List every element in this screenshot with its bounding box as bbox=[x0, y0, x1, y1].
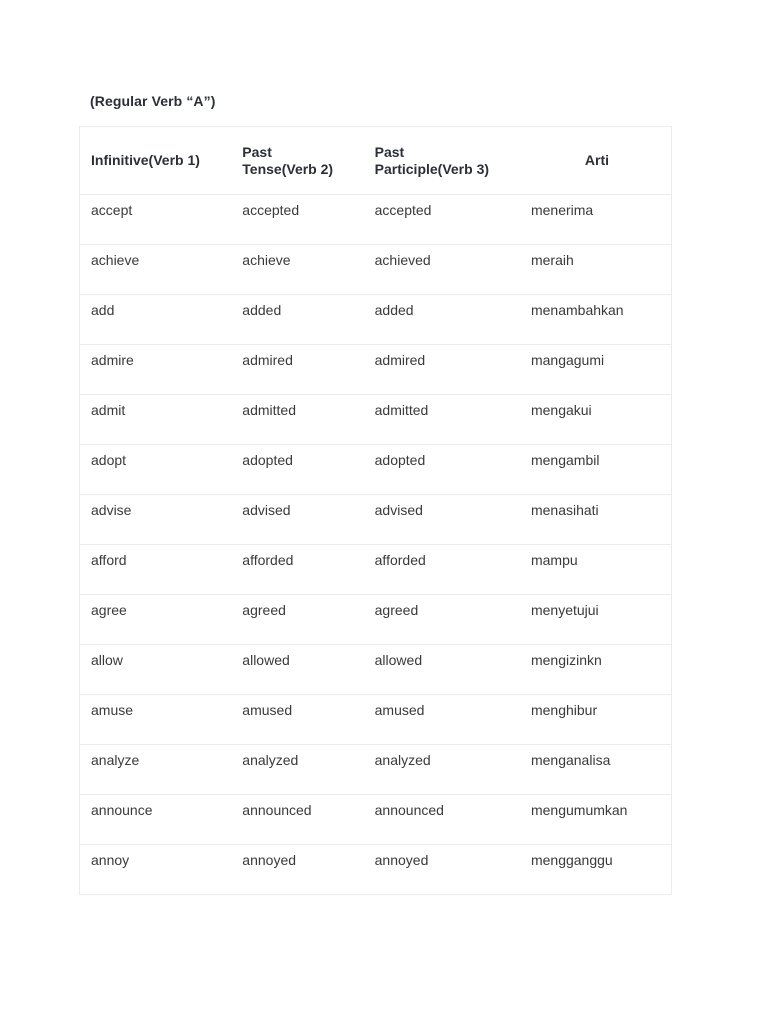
cell-past-tense: allowed bbox=[242, 652, 290, 668]
cell-past-tense: achieve bbox=[242, 252, 291, 268]
cell-past-participle: accepted bbox=[374, 202, 432, 218]
header-arti bbox=[531, 127, 672, 195]
cell-infinitive: agree bbox=[91, 602, 127, 618]
cell-past-participle: advised bbox=[374, 502, 423, 518]
cell-arti: mengganggu bbox=[530, 852, 613, 868]
cell-past-tense: advised bbox=[242, 502, 291, 518]
cell-arti: menerima bbox=[530, 202, 594, 218]
header-arti-line1: Arti bbox=[584, 152, 610, 168]
table-row bbox=[80, 545, 672, 595]
table-row bbox=[80, 595, 672, 645]
cell-infinitive: achieve bbox=[91, 252, 140, 268]
cell-arti: mengumumkan bbox=[530, 802, 628, 818]
page-title: (Regular Verb “A”) bbox=[90, 93, 216, 109]
cell-infinitive: advise bbox=[91, 502, 132, 518]
cell-arti: meraih bbox=[530, 252, 574, 268]
table-row bbox=[80, 845, 672, 895]
cell-past-tense: agreed bbox=[242, 602, 286, 618]
header-row bbox=[80, 127, 672, 195]
cell-past-tense: accepted bbox=[242, 202, 300, 218]
header-past-tense-line2: Tense(Verb 2) bbox=[242, 160, 334, 177]
regular-verb-table bbox=[79, 126, 672, 895]
cell-past-participle: added bbox=[374, 302, 414, 318]
header-past-participle-line1: Past bbox=[374, 143, 405, 160]
cell-arti: menganalisa bbox=[530, 752, 611, 768]
cell-arti: menghibur bbox=[530, 702, 598, 718]
cell-arti: mengakui bbox=[530, 402, 592, 418]
table-row bbox=[80, 495, 672, 545]
header-infinitive-line1: Infinitive(Verb 1) bbox=[91, 152, 200, 168]
table-row bbox=[80, 695, 672, 745]
cell-past-tense: amused bbox=[242, 702, 293, 718]
cell-arti: menambahkan bbox=[530, 302, 624, 318]
cell-past-tense: analyzed bbox=[242, 752, 299, 768]
cell-past-participle: amused bbox=[374, 702, 425, 718]
cell-past-participle: allowed bbox=[374, 652, 423, 668]
cell-infinitive: amuse bbox=[91, 702, 134, 718]
cell-past-participle: achieved bbox=[374, 252, 431, 268]
cell-infinitive: analyze bbox=[91, 752, 140, 768]
cell-infinitive: admire bbox=[91, 352, 134, 368]
table-row bbox=[80, 395, 672, 445]
cell-arti: menasihati bbox=[530, 502, 599, 518]
cell-past-tense: afforded bbox=[242, 552, 294, 568]
cell-arti: menyetujui bbox=[530, 602, 599, 618]
cell-arti: mengizinkn bbox=[530, 652, 602, 668]
table-row bbox=[80, 795, 672, 845]
cell-infinitive: accept bbox=[91, 202, 133, 218]
table-row bbox=[80, 195, 672, 245]
cell-infinitive: afford bbox=[91, 552, 127, 568]
cell-past-tense: annoyed bbox=[242, 852, 297, 868]
cell-past-participle: announced bbox=[374, 802, 444, 818]
cell-arti: mampu bbox=[530, 552, 578, 568]
cell-past-participle: admired bbox=[374, 352, 426, 368]
header-past-participle-line2: Participle(Verb 3) bbox=[374, 160, 490, 177]
cell-past-participle: agreed bbox=[374, 602, 419, 618]
cell-past-tense: adopted bbox=[242, 452, 293, 468]
table-header bbox=[80, 127, 672, 195]
cell-infinitive: admit bbox=[91, 402, 126, 418]
header-past-tense bbox=[242, 127, 374, 195]
cell-past-tense: added bbox=[242, 302, 282, 318]
cell-infinitive: announce bbox=[91, 802, 153, 818]
cell-infinitive: allow bbox=[91, 652, 123, 668]
header-past-participle bbox=[375, 127, 531, 195]
cell-past-participle: annoyed bbox=[374, 852, 429, 868]
table-row bbox=[80, 295, 672, 345]
header-past-tense-line1: Past bbox=[242, 143, 272, 160]
cell-past-participle: adopted bbox=[374, 452, 426, 468]
cell-arti: mangagumi bbox=[530, 352, 605, 368]
cell-past-participle: admitted bbox=[374, 402, 429, 418]
cell-past-participle: afforded bbox=[374, 552, 426, 568]
table-row bbox=[80, 645, 672, 695]
table-body bbox=[80, 195, 672, 895]
table-row bbox=[80, 345, 672, 395]
cell-past-tense: admired bbox=[242, 352, 293, 368]
table-row bbox=[80, 445, 672, 495]
header-infinitive bbox=[80, 127, 243, 195]
cell-infinitive: adopt bbox=[91, 452, 127, 468]
cell-infinitive: annoy bbox=[91, 852, 130, 868]
cell-infinitive: add bbox=[91, 302, 115, 318]
cell-past-tense: admitted bbox=[242, 402, 296, 418]
cell-past-tense: announced bbox=[242, 802, 312, 818]
table-row bbox=[80, 245, 672, 295]
cell-arti: mengambil bbox=[530, 452, 600, 468]
cell-past-participle: analyzed bbox=[374, 752, 431, 768]
table-row bbox=[80, 745, 672, 795]
